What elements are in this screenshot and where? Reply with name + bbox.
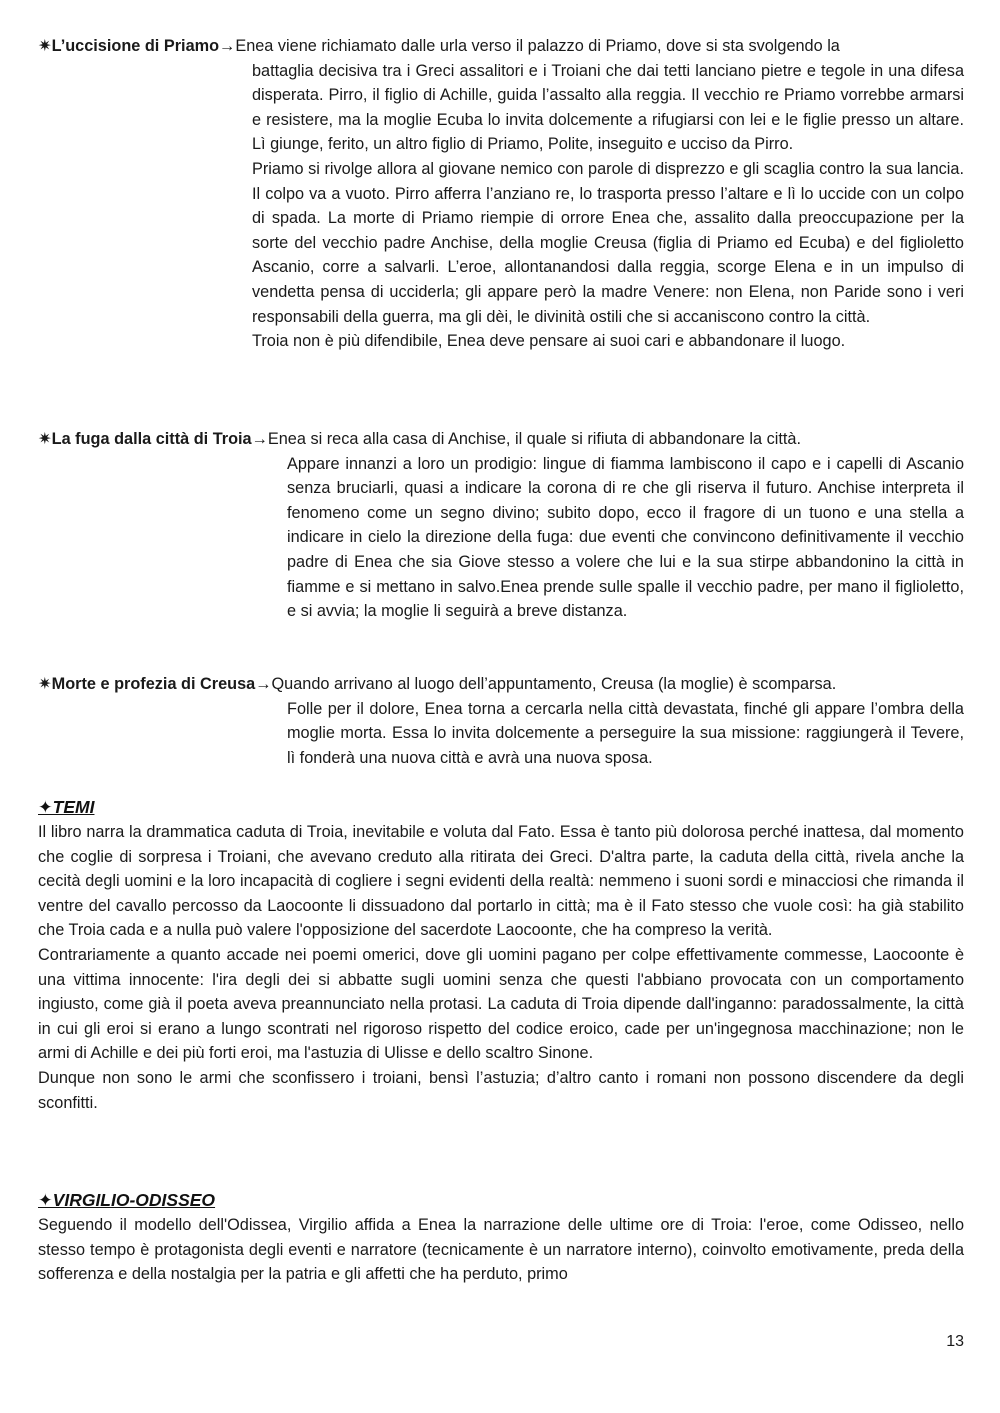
section-heading-line [38,427,964,452]
section-title: L’uccisione di Priamo [51,37,220,55]
section-paragraph: Priamo si rivolge allora al giovane nemico con parole di disprezzo e gli scaglia contro la sua lancia. Il colpo va a vuoto. Pirro afferra l’anziano re, lo trasporta presso l’altare e lì lo uccide con un colpo di spada. La morte di Priamo riempie di orrore Enea che, assalito dalla preoccupazione per la sorte del vecchio padre Anchise, della moglie Creusa (figlia di Priamo ed Ecuba) e del figlioletto Ascanio, corre a salvarli. L’eroe, allontanandosi dalla reggia, scorge Elena e in un impulso di vendetta pensa di ucciderla; gli appare però la madre Venere: non Elena, non Paride sono i veri responsabili della guerra, ma gli dèi, le divinità ostili che si accaniscono contro la città. [252,159,964,326]
temi-paragraph: Il libro narra la drammatica caduta di Troia, inevitabile e voluta dal Fato. Essa è tanto più dolorosa perché inattesa, dal momento che coglie di sorpresa i Troiani, che avevano creduto alla ritirata dei Greci. D'altra parte, la caduta della città, rivela anche la cecità degli uomini e la loro incapacità di cogliere i segni evidenti della realtà: nemmeno i suoni sordi e minacciosi che rimanda il ventre del cavallo percosso da Laocoonte li dissuadono dal portarlo in città; ma è il Fato stesso che vuole così: ha già stabilito che Troia cada e a nulla può valere l'opposizione del sacerdote Laocoonte, che ha compreso la verità. [38,823,964,940]
section-first-line: Quando arrivano al luogo dell’appuntamento, Creusa (la moglie) è scomparsa. [271,675,837,693]
section-paragraph: battaglia decisiva tra i Greci assalitori e i Troiani che dai tetti lanciano pietre e tegole in una difesa disperata. Pirro, il figlio di Achille, guida l’assalto alla reggia. Il vecchio re Priamo vorrebbe armarsi e resistere, ma la moglie Ecuba lo invita dolcemente a rifugiarsi con lei e le figlie presso un altare. Lì giunge, ferito, un altro figlio di Priamo, Polite, inseguito e ucciso da Pirro. [252,61,964,154]
section-first-line: Enea viene richiamato dalle urla verso il palazzo di Priamo, dove si sta svolgendo la [235,37,840,55]
page-number: 13 [946,1333,964,1350]
section-heading-line [38,672,964,697]
temi-heading: ✦TEMI [38,797,95,817]
temi-body [38,820,964,1115]
section-uccisione-di-priamo [38,34,964,354]
section-morte-di-creusa [38,672,964,770]
section-paragraph: Troia non è più difendibile, Enea deve pensare ai suoi cari e abbandonare il luogo. [252,332,846,351]
star-bullet-icon: ✷ [38,675,52,693]
section-title: La fuga dalla città di Troia [51,430,252,448]
star-bullet-icon: ✷ [38,37,52,55]
section-paragraph: Appare innanzi a loro un prodigio: lingue di fiamma lambiscono il capo e i capelli di Ascanio senza bruciarli, quasi a indicare la corona di re che gli riserva il futuro. Anchise interpreta il fenomeno come un segno divino; subito dopo, ecco il fragore di un tuono e una stella a indicare in cielo la direzione della fuga: due eventi che convincono definitivamente il vecchio padre di Enea che sia Giove stesso a volere che lui e la sua stirpe abbandonino la città in fiamme e si mettano in salvo.Enea prende sulle spalle il vecchio padre, per mano il figlioletto, e si avvia; la moglie li seguirà a breve distanza. [287,454,964,621]
section-first-line: Enea si reca alla casa di Anchise, il quale si rifiuta di abbandonare la città. [267,430,801,448]
section-heading-line [38,34,964,59]
right-arrow-icon: → [255,675,272,693]
virgilio-odisseo-heading: ✦VIRGILIO-ODISSEO [38,1190,216,1210]
section-paragraph: Folle per il dolore, Enea torna a cercarla nella città devastata, finché gli appare l’ombra della moglie morta. Essa lo invita dolcemente a perseguire la sua missione: raggiungerà il Tevere, lì fonderà una nuova città e avrà una nuova sposa. [287,699,964,767]
right-arrow-icon: → [251,430,268,448]
right-arrow-icon: → [219,37,236,55]
virgilio-odisseo-body [38,1213,964,1287]
temi-paragraph: Dunque non sono le armi che sconfissero i troiani, bensì l’astuzia; d’altro canto i romani non possono discendere da degli sconfitti. [38,1068,964,1112]
star-bullet-icon: ✷ [38,430,52,448]
temi-paragraph: Contrariamente a quanto accade nei poemi omerici, dove gli uomini pagano per colpe effettivamente commesse, Laocoonte è una vittima innocente: l'ira degli dei si abbatte sugli uomini senza che questi l'abbiano provocata con un comportamento ingiusto, come già il poeta aveva preannunciato nella protasi. La caduta di Troia dipende dall'inganno: paradossalmente, la città in cui gli eroi si erano a lungo scontrati nel rigoroso rispetto del codice eroico, cade per un'ingegnosa macchinazione; non le armi di Achille e dei più forti eroi, ma l'astuzia di Ulisse e dello scaltro Sinone. [38,945,964,1063]
section-fuga-dalla-citta [38,427,964,624]
virgilio-odisseo-paragraph: Seguendo il modello dell'Odissea, Virgilio affida a Enea la narrazione delle ultime ore di Troia: l'eroe, come Odisseo, nello stesso tempo è protagonista degli eventi e narratore (tecnicamente è un narratore interno), coinvolto emotivamente, preda della sofferenza e della nostalgia per la patria e gli affetti che ha perduto, primo [38,1216,964,1284]
section-title: Morte e profezia di Creusa [51,675,256,693]
